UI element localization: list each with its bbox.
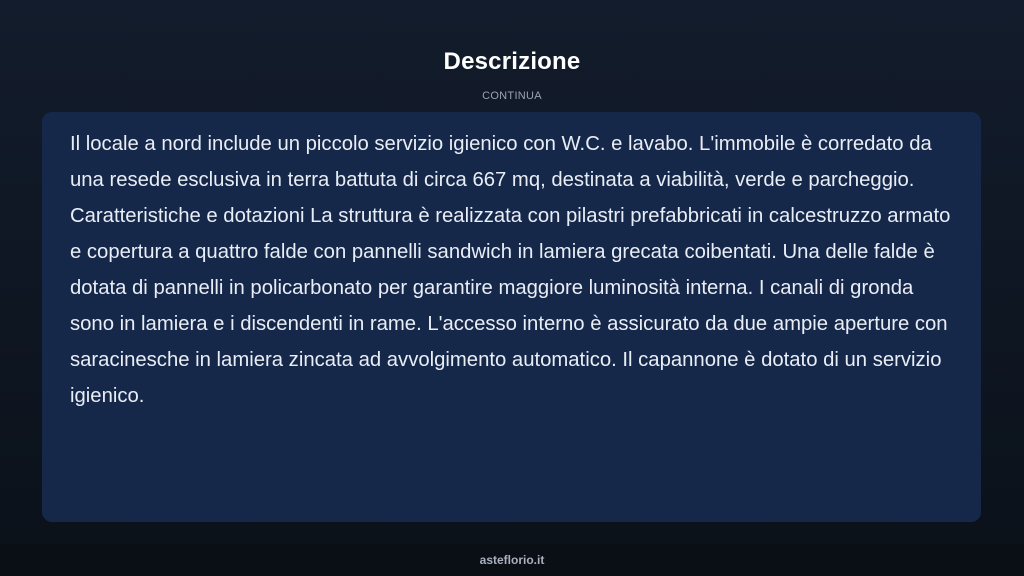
page-title: Descrizione <box>443 48 581 75</box>
footer-site-link[interactable]: asteflorio.it <box>479 553 545 567</box>
footer-bar <box>0 544 1024 576</box>
description-card <box>42 112 981 522</box>
description-text: Il locale a nord include un piccolo servizio igienico con W.C. e lavabo. L'immobile è corredato da una resede esclusiva in terra battuta di circa 667 mq, destinata a viabilità, verde e parcheggio. Caratteristiche e dotazioni La struttura è realizzata con pilastri prefabbricati in calcestruzzo armato e copertura a quattro falde con pannelli sandwich in lamiera grecata coibentati. Una delle falde è dotata di pannelli in policarbonato per garantire maggiore luminosità interna. I canali di gronda sono in lamiera e i discendenti in rame. L'accesso interno è assicurato da due ampie aperture con saracinesche in lamiera zincata ad avvolgimento automatico. Il capannone è dotato di un servizio igienico. <box>70 133 951 407</box>
continua-label: CONTINUA <box>482 90 542 102</box>
